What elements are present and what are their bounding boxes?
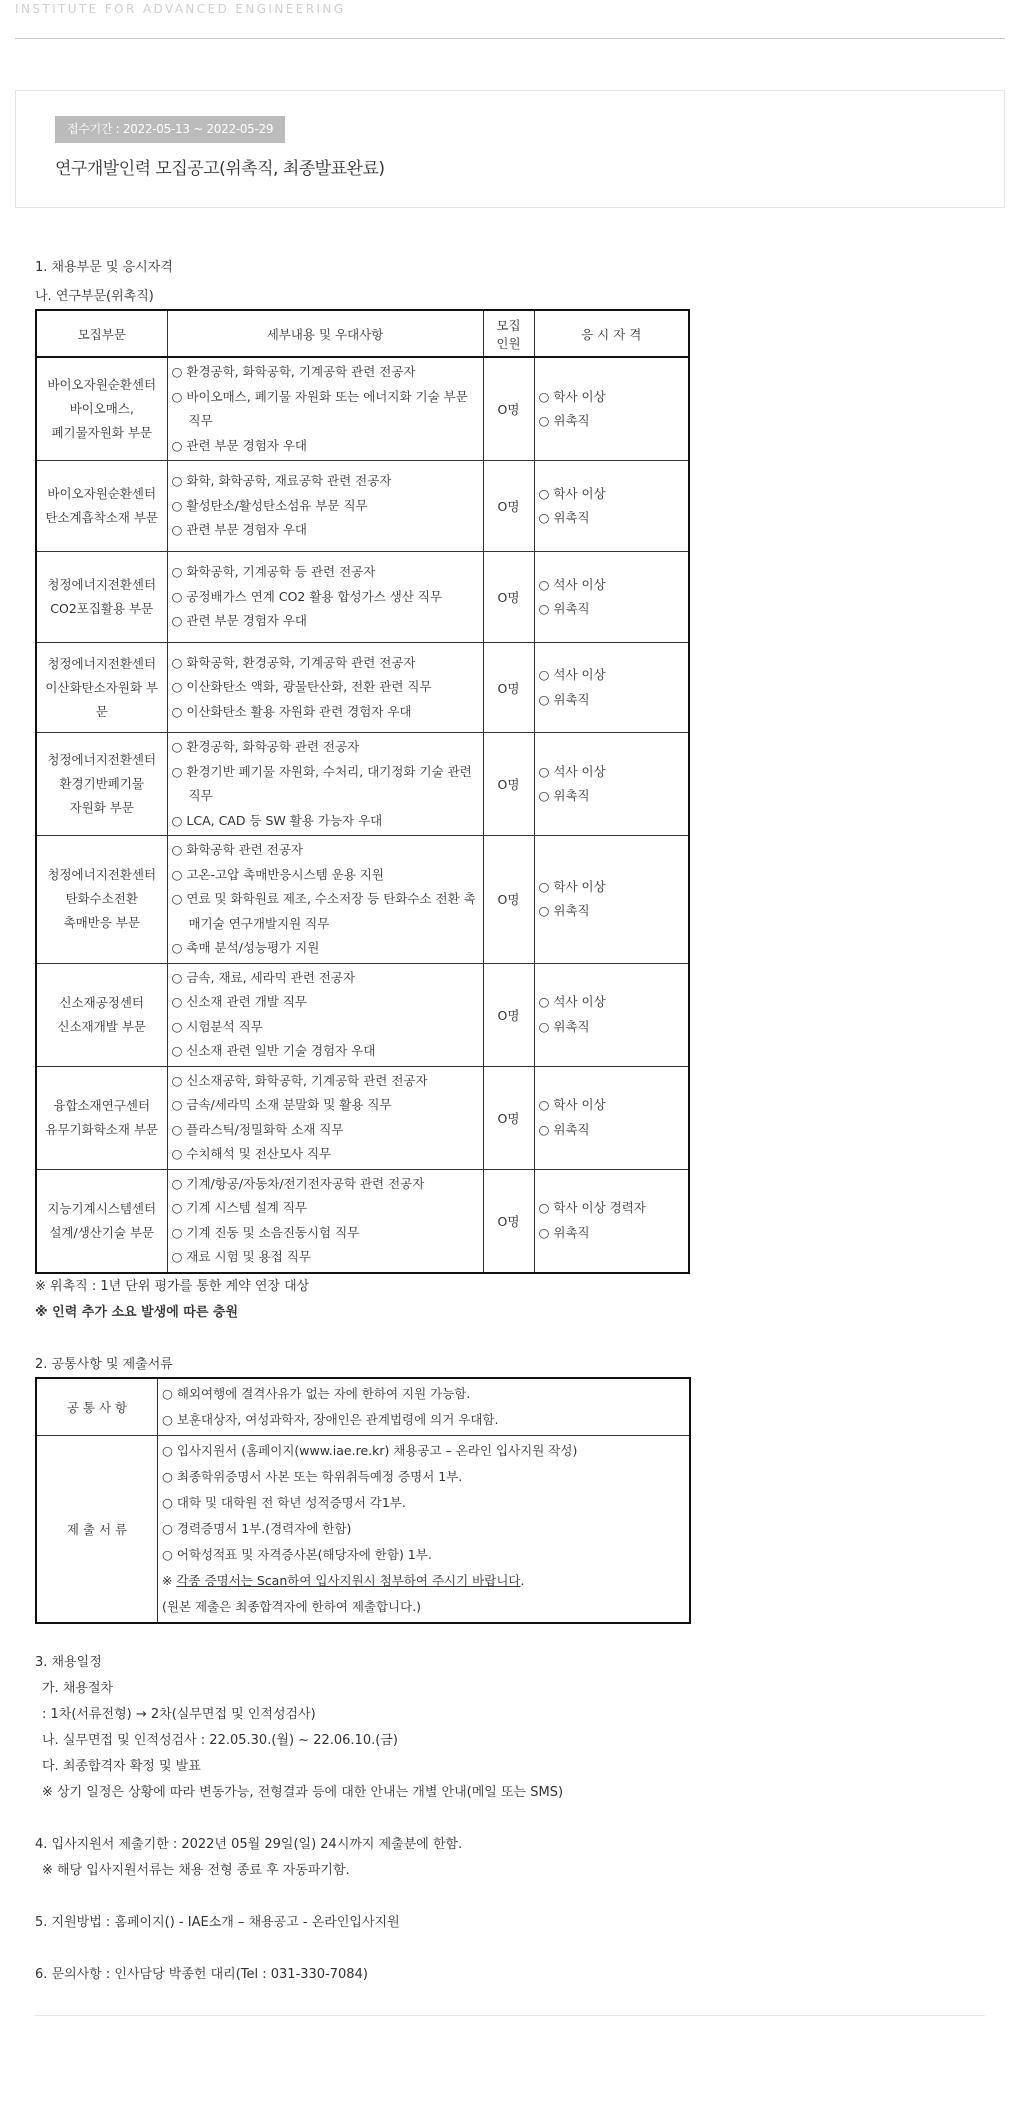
common-label: 공 통 사 항 <box>36 1378 158 1436</box>
detail-item: ○ 관련 부문 경험자 우대 <box>171 522 307 538</box>
common-table <box>35 1377 691 1624</box>
institute-name: INSTITUTE FOR ADVANCED ENGINEERING <box>15 2 346 16</box>
detail-item: ○ 환경공학, 화학공학, 기계공학 관련 전공자 <box>171 364 416 379</box>
details-cell <box>167 1169 483 1273</box>
detail-item: ○ 플라스틱/정밀화학 소재 직무 <box>171 1121 344 1137</box>
detail-item: ○ 화학공학, 기계공학 등 관련 전공자 <box>171 564 376 580</box>
common-item: ○ 해외여행에 결격사유가 없는 자에 한하여 지원 가능함. <box>162 1386 471 1401</box>
dept-cell: 신소재공정센터 신소재개발 부문 <box>36 963 167 1066</box>
qual-item: ○ 학사 이상 경력자 <box>538 1200 646 1215</box>
detail-item: ○ 화학공학 관련 전공자 <box>171 842 304 857</box>
section1-sub: 나. 연구부문(위촉직) <box>35 289 154 304</box>
doc-item: ○ 어학성적표 및 자격증사본(해당자에 한함) 1부. <box>162 1547 432 1562</box>
common-item: ○ 보훈대상자, 여성과학자, 장애인은 관계법령에 의거 우대함. <box>162 1412 499 1427</box>
detail-item: ○ 재료 시험 및 용접 직무 <box>171 1249 311 1264</box>
header-divider <box>15 38 1005 39</box>
qual-item: ○ 위촉직 <box>538 903 590 919</box>
docs-note2: (원본 제출은 최종합격자에 한하여 제출합니다.) <box>162 1599 422 1614</box>
table-row <box>36 461 689 552</box>
qual-item: ○ 석사 이상 <box>538 994 606 1009</box>
table-row <box>36 643 689 733</box>
details-cell <box>167 963 483 1066</box>
dept-cell: 청정에너지전환센터 이산화탄소자원화 부문 <box>36 643 167 733</box>
detail-item: ○ 관련 부문 경험자 우대 <box>171 437 307 453</box>
qual-cell <box>534 357 689 461</box>
count-cell: O명 <box>483 963 534 1066</box>
detail-item: ○ 촉매 분석/성능평가 지원 <box>171 940 320 955</box>
section5-heading: 5. 지원방법 : 홈페이지() - IAE소개 – 채용공고 - 온라인입사지원 <box>35 1915 400 1930</box>
qual-item: ○ 위촉직 <box>538 788 590 803</box>
details-cell <box>167 1066 483 1169</box>
dept-cell: 지능기계시스템센터 설계/생산기술 부문 <box>36 1169 167 1273</box>
count-cell: O명 <box>483 461 534 552</box>
table-row <box>36 836 689 964</box>
detail-item: ○ 이산화탄소 활용 자원화 관련 경험자 우대 <box>171 703 412 719</box>
table-header-4: 응 시 자 격 <box>534 310 689 357</box>
table-row <box>36 733 689 836</box>
table-header-1: 모집부문 <box>36 310 167 357</box>
qual-item: ○ 위촉직 <box>538 1121 590 1137</box>
details-cell <box>167 643 483 733</box>
detail-item: ○ 시험분석 직무 <box>171 1018 263 1034</box>
count-cell: O명 <box>483 552 534 643</box>
qual-item: ○ 위촉직 <box>538 1018 590 1034</box>
section3-line-1: 가. 채용절차 <box>42 1681 114 1696</box>
details-cell <box>167 461 483 552</box>
dept-cell: 바이오자원순환센터 바이오매스, 폐기물자원화 부문 <box>36 357 167 461</box>
qual-item: ○ 학사 이상 <box>538 1097 606 1112</box>
recruit-table <box>35 309 690 1274</box>
dept-cell: 청정에너지전환센터 환경기반폐기물 자원화 부문 <box>36 733 167 836</box>
qual-item: ○ 학사 이상 <box>538 485 606 501</box>
count-cell: O명 <box>483 357 534 461</box>
doc-item: ○ 경력증명서 1부.(경력자에 한함) <box>162 1521 352 1536</box>
docs-items <box>158 1436 691 1624</box>
footer-divider <box>35 2015 985 2016</box>
detail-item: ○ 바이오매스, 폐기물 자원화 또는 에너지화 기술 부문 직무 <box>171 388 468 428</box>
detail-item: ○ 활성탄소/활성탄소섬유 부문 직무 <box>171 497 368 513</box>
table-header-2: 세부내용 및 우대사항 <box>167 310 483 357</box>
doc-item: ○ 입사지원서 (홈페이지(www.iae.re.kr) 채용공고 – 온라인 입사지원 작성) <box>162 1443 578 1458</box>
qual-cell <box>534 836 689 964</box>
qual-cell <box>534 1066 689 1169</box>
detail-item: ○ 화학, 화학공학, 재료공학 관련 전공자 <box>171 473 392 489</box>
table-row <box>36 552 689 643</box>
detail-item: ○ 신소재 관련 일반 기술 경험자 우대 <box>171 1043 376 1058</box>
notice-title: 연구개발인력 모집공고(위촉직, 최종발표완료) <box>55 159 385 179</box>
dept-cell: 청정에너지전환센터 CO2포집활용 부문 <box>36 552 167 643</box>
detail-item: ○ 화학공학, 환경공학, 기계공학 관련 전공자 <box>171 654 416 670</box>
table-row <box>36 963 689 1066</box>
detail-item: ○ 수치해석 및 전산모사 직무 <box>171 1146 332 1161</box>
detail-item: ○ 기계 진동 및 소음진동시험 직무 <box>171 1224 360 1240</box>
qual-cell <box>534 1169 689 1273</box>
notice-header <box>15 90 1005 208</box>
detail-item: ○ LCA, CAD 등 SW 활용 가능자 우대 <box>171 812 383 828</box>
details-cell <box>167 552 483 643</box>
section3-line-3: 나. 실무면접 및 인적성검사 : 22.05.30.(월) ~ 22.06.10.(금) <box>42 1733 398 1748</box>
qual-item: ○ 위촉직 <box>538 510 590 525</box>
details-cell <box>167 733 483 836</box>
qual-item: ○ 석사 이상 <box>538 576 606 592</box>
section3-line-2: : 1차(서류전형) → 2차(실무면접 및 인적성검사) <box>42 1707 316 1722</box>
qual-item: ○ 학사 이상 <box>538 388 606 404</box>
section1-note1: ※ 위촉직 : 1년 단위 평가를 통한 계약 연장 대상 <box>35 1279 310 1294</box>
docs-label: 제 출 서 류 <box>36 1436 158 1624</box>
qual-cell <box>534 963 689 1066</box>
count-cell: O명 <box>483 836 534 964</box>
qual-item: ○ 학사 이상 <box>538 878 606 894</box>
detail-item: ○ 환경기반 폐기물 자원화, 수처리, 대기정화 기술 관련 직무 <box>171 763 472 803</box>
qual-cell <box>534 461 689 552</box>
table-header-3: 모집 인원 <box>483 310 534 357</box>
section6-heading: 6. 문의사항 : 인사담당 박종헌 대리(Tel : 031-330-7084) <box>35 1967 368 1982</box>
count-cell: O명 <box>483 1169 534 1273</box>
qual-item: ○ 위촉직 <box>538 601 590 616</box>
detail-item: ○ 환경공학, 화학공학 관련 전공자 <box>171 739 360 754</box>
section2-heading: 2. 공통사항 및 제출서류 <box>35 1357 173 1372</box>
section3-line-4: 다. 최종합격자 확정 및 발표 <box>42 1759 201 1774</box>
qual-item: ○ 석사 이상 <box>538 667 606 682</box>
detail-item: ○ 신소재공학, 화학공학, 기계공학 관련 전공자 <box>171 1072 428 1088</box>
section3-line-5: ※ 상기 일정은 상황에 따라 변동가능, 전형결과 등에 대한 안내는 개별 안내(메일 또는 SMS) <box>42 1785 564 1800</box>
detail-item: ○ 연료 및 화학원료 제조, 수소저장 등 탄화수소 전환 촉매기술 연구개발지원 직무 <box>171 891 476 931</box>
section1-note2: ※ 인력 추가 소요 발생에 따른 충원 <box>35 1305 239 1320</box>
detail-item: ○ 고온-고압 촉매반응시스템 운용 지원 <box>171 866 384 882</box>
count-cell: O명 <box>483 643 534 733</box>
table-row <box>36 1169 689 1273</box>
dept-cell: 청정에너지전환센터 탄화수소전환 촉매반응 부문 <box>36 836 167 964</box>
doc-item: ○ 최종학위증명서 사본 또는 학위취득예정 증명서 1부. <box>162 1469 463 1484</box>
section4-heading: 4. 입사지원서 제출기한 : 2022년 05월 29일(일) 24시까지 제출분에 한함. <box>35 1837 463 1852</box>
qual-cell <box>534 643 689 733</box>
section4-note: ※ 해당 입사지원서류는 채용 전형 종료 후 자동파기함. <box>42 1863 350 1878</box>
qual-cell <box>534 733 689 836</box>
detail-item: ○ 금속, 재료, 세라믹 관련 전공자 <box>171 969 356 985</box>
qual-item: ○ 위촉직 <box>538 1224 590 1240</box>
dept-cell: 바이오자원순환센터 탄소계흡착소재 부문 <box>36 461 167 552</box>
docs-note: ※ 각종 증명서는 Scan하여 입사지원시 첨부하여 주시기 바랍니다. <box>162 1573 525 1588</box>
qual-item: ○ 석사 이상 <box>538 763 606 779</box>
detail-item: ○ 기계/항공/자동차/전기전자공학 관련 전공자 <box>171 1175 425 1191</box>
qual-cell <box>534 552 689 643</box>
table-row <box>36 357 689 461</box>
count-cell: O명 <box>483 733 534 836</box>
detail-item: ○ 공정배가스 연계 CO2 활용 합성가스 생산 직무 <box>171 588 443 604</box>
period-badge: 접수기간 : 2022-05-13 ~ 2022-05-29 <box>55 116 285 143</box>
qual-item: ○ 위촉직 <box>538 691 590 707</box>
detail-item: ○ 금속/세라믹 소재 분말화 및 활용 직무 <box>171 1097 392 1112</box>
common-items <box>158 1378 691 1436</box>
section3-heading: 3. 채용일정 <box>35 1655 102 1670</box>
dept-cell: 융합소재연구센터 유무기화학소재 부문 <box>36 1066 167 1169</box>
count-cell: O명 <box>483 1066 534 1169</box>
detail-item: ○ 기계 시스템 설계 직무 <box>171 1200 307 1215</box>
details-cell <box>167 836 483 964</box>
table-row <box>36 1066 689 1169</box>
section1-heading: 1. 채용부문 및 응시자격 <box>35 260 173 275</box>
detail-item: ○ 이산화탄소 액화, 광물탄산화, 전환 관련 직무 <box>171 679 432 695</box>
detail-item: ○ 신소재 관련 개발 직무 <box>171 994 307 1009</box>
detail-item: ○ 관련 부문 경험자 우대 <box>171 613 307 629</box>
doc-item: ○ 대학 및 대학원 전 학년 성적증명서 각1부. <box>162 1495 406 1510</box>
qual-item: ○ 위촉직 <box>538 413 590 428</box>
details-cell <box>167 357 483 461</box>
